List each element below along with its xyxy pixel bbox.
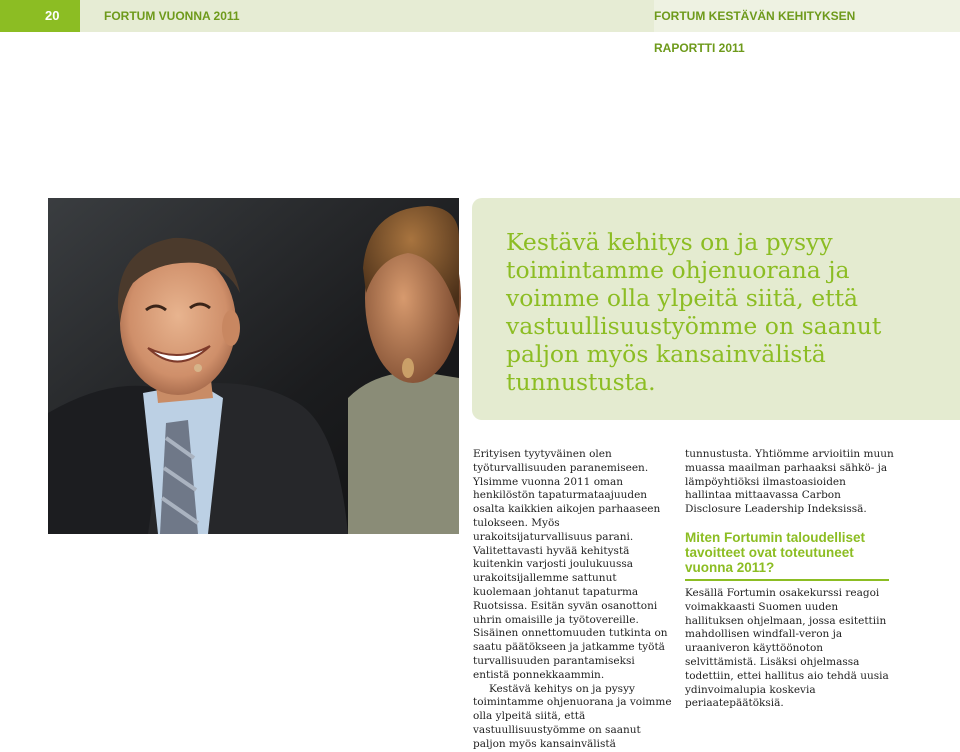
page-number: 20	[0, 0, 80, 32]
portrait-photo	[48, 198, 459, 534]
subheading-rule	[685, 579, 889, 581]
paragraph: Kesällä Fortumin osakekurssi reagoi voimakkaasti Suomen uuden hallituksen ohjelmaan, jossa esitettiin mahdollisen windfall-veron ja uraaniveron käyttöönoton selvittämistä. Lisäksi ohjelmassa todettiin, ettei hallitus aio tehdä uusia ydinvoimalupia koskevia periaatepäätöksiä.	[685, 586, 889, 710]
section-subheading: Miten Fortumin taloudelliset tavoitteet ovat toteutuneet vuonna 2011?	[685, 529, 866, 575]
header-report-title-box	[654, 0, 960, 55]
header-report-title: FORTUM KESTÄVÄN KEHITYKSEN RAPORTTI 2011	[654, 9, 856, 55]
text-column-right	[685, 448, 895, 711]
paragraph: Erityisen tyytyväinen olen työturvallisuuden paranemiseen. Ylsimme vuonna 2011 oman henkilöstön tapaturmataajuuden osalta kaikkien aikojen parhaaseen tulokseen. Myös urakoitsijaturvallisuus parani. Valitettavasti hyvää kehitystä kuitenkin varjosti joulukuussa urakoitsijallemme sattunut kuolemaan johtanut tapaturma Ruotsissa. Esitän syvän osanottoni uhrin omaisille ja työtovereille. Sisäinen onnettomuuden tutkinta on saatu päätökseen ja jatkamme työtä turvallisuuden parantamiseksi entistä ponnekkaammin.	[473, 448, 668, 681]
paragraph: Kestävä kehitys on ja pysyy toimintamme ohjenuorana ja voimme olla ylpeitä siitä, että vastuullisuustyömme on saanut paljon myös kansainvälistä	[473, 682, 672, 750]
text-column-left	[473, 448, 673, 752]
paragraph: tunnustusta. Yhtiömme arvioitiin muun muassa maailman parhaaksi sähkö- ja lämpöyhtiöksi ilmastoasioiden hallintaa mittaavassa Carbon Disclosure Leadership Indeksissä.	[685, 448, 894, 516]
pull-quote: Kestävä kehitys on ja pysyy toimintamme ohjenuorana ja voimme olla ylpeitä siitä, että vastuullisuustyömme on saanut paljon myös kansainvälistä tunnustusta.	[506, 228, 882, 396]
portrait-illustration	[48, 198, 459, 534]
header-section-title: FORTUM VUONNA 2011	[104, 9, 240, 23]
